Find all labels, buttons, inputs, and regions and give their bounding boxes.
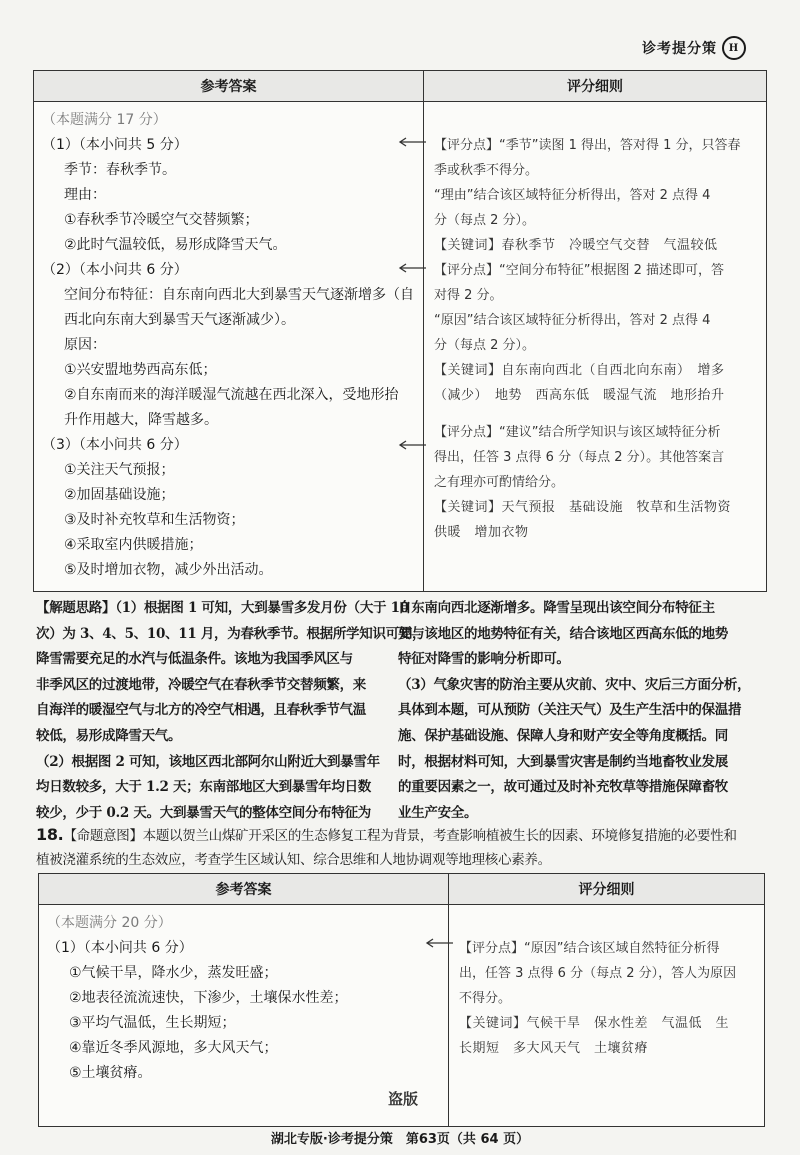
answer-table-17 (33, 70, 767, 592)
analysis-line: 自海洋的暖湿空气与北方的冷空气相遇，且春秋季节气温 (36, 702, 366, 719)
rule-line (434, 108, 762, 133)
question-18-line: 植被浇灌系统的生态效应，考查学生区域认知、综合思维和人地协调观等地理核心素养。 (36, 851, 551, 868)
question-number: 18. (36, 825, 64, 844)
question-18-intent (36, 822, 776, 873)
header-reference-answer: 参考答案 (39, 874, 449, 904)
analysis-left-column (36, 596, 426, 826)
keyword-line: 【关键词】自东南向西北（自西北向东南） 增多 (434, 363, 725, 378)
analysis-line: 业生产安全。 (398, 804, 478, 821)
analysis-line: 施、保护基础设施、保障人身和财产安全等角度概括。同 (398, 727, 728, 744)
analysis-line: 较少，少于 0.2 天。大到暴雪天气的整体空间分布特征为 (36, 804, 371, 821)
answer-line: 空间分布特征：自东南向西北大到暴雪天气逐渐增多（自 (64, 287, 414, 303)
rule-line: 之有理亦可酌情给分。 (434, 475, 565, 490)
answer-line: ③平均气温低，生长期短； (69, 1015, 236, 1031)
analysis-line: 自东南向西北逐渐增多。降雪呈现出该空间分布特征主 (398, 600, 715, 616)
rule-line: 不得分。 (459, 991, 512, 1006)
rule-line: 【评分点】“空间分布特征”根据图 2 描述即可，答 (434, 263, 725, 278)
answer-line: 升作用越大，降雪越多。 (64, 412, 218, 428)
keyword-line: 【关键词】天气预报 基础设施 牧草和生活物资 (434, 500, 732, 515)
brand-logo-icon: H (722, 36, 746, 60)
rule-line (434, 408, 762, 420)
analysis-line: 降雪需要充足的水汽与低温条件。该地为我国季风区与 (36, 651, 353, 668)
answer-line: ④采取室内供暖措施； (64, 537, 203, 553)
question-18-text: 【命题意图】本题以贺兰山煤矿开采区的生态修复工程为背景，考查影响植被生长的因素、环境修复措施的必要性和 (63, 828, 737, 844)
rule-line: 分（每点 2 分）。 (434, 338, 536, 353)
rule-line: 【评分点】“季节”读图 1 得出，答对得 1 分，只答春 (434, 138, 741, 153)
scoring-rules-column (449, 905, 764, 1126)
rule-line (459, 911, 760, 936)
rule-line: 【评分点】“原因”结合该区域自然特征分析得 (459, 941, 720, 956)
rule-line: “原因”结合该区域特征分析得出，答对 2 点得 4 (434, 313, 711, 328)
analysis-line: 均日数较多，大于 1.2 天；东南部地区大到暴雪年均日数 (36, 779, 371, 796)
answer-line: ③及时补充牧草和生活物资； (64, 512, 245, 528)
answer-line: （本题满分 20 分） (47, 915, 172, 931)
keyword-line: 【关键词】气候干旱 保水性差 气温低 生 (459, 1016, 730, 1031)
page-footer: 湖北专版·诊考提分策 第63页（共 64 页） (270, 1132, 530, 1147)
analysis-right-column (398, 596, 751, 826)
answer-line: （1）（本小问共 5 分） (42, 137, 188, 153)
header-reference-answer: 参考答案 (34, 71, 424, 101)
answer-line: （1）（本小问共 6 分） (47, 940, 193, 956)
analysis-line: 要与该地区的地势特征有关，结合该地区西高东低的地势 (398, 625, 728, 642)
answer-line: ②自东南而来的海洋暖湿气流越在西北深入，受地形抬 (64, 387, 399, 403)
pointer-arrow-icon (425, 938, 455, 948)
answer-line: ①气候干旱，降水少，蒸发旺盛； (69, 965, 278, 981)
header-scoring-rules: 评分细则 (578, 882, 635, 898)
answer-line: 季节：春秋季节。 (64, 162, 176, 178)
rule-line: 得出，任答 3 点得 6 分（每点 2 分）。其他答案言 (434, 450, 725, 465)
rule-line: 季或秋季不得分。 (434, 163, 539, 178)
table-header (39, 874, 764, 905)
answer-line: ②此时气温较低，易形成降雪天气。 (64, 237, 287, 253)
keyword-line: 供暖 增加衣物 (434, 525, 529, 540)
analysis-line: 的重要因素之一，故可通过及时补充牧草等措施保障畜牧 (398, 779, 728, 796)
rule-line: 对得 2 分。 (434, 288, 503, 303)
keyword-line: 【关键词】春秋季节 冷暖空气交替 气温较低 (434, 238, 718, 253)
answer-line: ①兴安盟地势西高东低； (64, 362, 217, 378)
brand-title: 诊考提分策 (642, 41, 717, 57)
solution-analysis (36, 596, 768, 826)
analysis-line: 时，根据材料可知，大到暴雪灾害是制约当地畜牧业发展 (398, 753, 728, 770)
pointer-arrow-icon (398, 440, 428, 450)
piracy-stamp: 盗版 (388, 1090, 419, 1108)
answer-line: ⑤及时增加衣物，减少外出活动。 (64, 562, 273, 578)
rule-line: 分（每点 2 分）。 (434, 213, 536, 228)
question-18-line (36, 822, 776, 848)
table-header (34, 71, 766, 102)
answer-line: ①春秋季节冷暖空气交替频繁； (64, 212, 259, 228)
brand-header (642, 36, 746, 60)
answer-line: 理由： (64, 187, 106, 203)
answer-line: ④靠近冬季风源地，多大风天气； (69, 1040, 278, 1056)
answer-line: （本题满分 17 分） (42, 112, 167, 128)
answer-line: ⑤土壤贫瘠。 (69, 1065, 152, 1081)
reference-answer-column (34, 102, 424, 591)
pointer-arrow-icon (398, 263, 428, 273)
analysis-line: 特征对降雪的影响分析即可。 (398, 651, 570, 668)
answer-line: ②加固基础设施； (64, 487, 175, 503)
analysis-line: （2）根据图 2 可知，该地区西北部阿尔山附近大到暴雪年 (36, 753, 380, 770)
pointer-arrow-icon (398, 137, 428, 147)
scoring-rules-column (424, 102, 766, 591)
keyword-line: 长期短 多大风天气 土壤贫瘠 (459, 1041, 649, 1056)
rule-line: 【评分点】“建议”结合所学知识与该区域特征分析 (434, 425, 721, 440)
rule-line: 出，任答 3 点得 6 分（每点 2 分），答人为原因 (459, 966, 737, 981)
analysis-line: 非季风区的过渡地带，冷暖空气在春秋季节交替频繁，来 (36, 676, 366, 693)
answer-line: 西北向东南大到暴雪天气逐渐减少）。 (64, 312, 295, 328)
analysis-line: 【解题思路】（1）根据图 1 可知，大到暴雪多发月份（大于 10 (36, 600, 409, 616)
analysis-line: 次）为 3、4、5、10、11 月，为春秋季节。根据所学知识可知， (36, 625, 426, 642)
keyword-line: （减少） 地势 西高东低 暖湿气流 地形抬升 (434, 388, 725, 403)
rule-line: “理由”结合该区域特征分析得出，答对 2 点得 4 (434, 188, 711, 203)
analysis-line: （3）气象灾害的防治主要从灾前、灾中、灾后三方面分析， (398, 676, 751, 693)
analysis-line: 较低，易形成降雪天气。 (36, 727, 182, 744)
header-scoring-rules: 评分细则 (567, 79, 623, 95)
answer-line: ①关注天气预报； (64, 462, 175, 478)
answer-line: （2）（本小问共 6 分） (42, 262, 188, 278)
answer-line: ②地表径流流速快，下渗少，土壤保水性差； (69, 990, 348, 1006)
answer-line: 原因： (64, 337, 106, 353)
answer-line: （3）（本小问共 6 分） (42, 437, 188, 453)
analysis-line: 具体到本题，可从预防（关注天气）及生产生活中的保温措 (398, 702, 742, 719)
